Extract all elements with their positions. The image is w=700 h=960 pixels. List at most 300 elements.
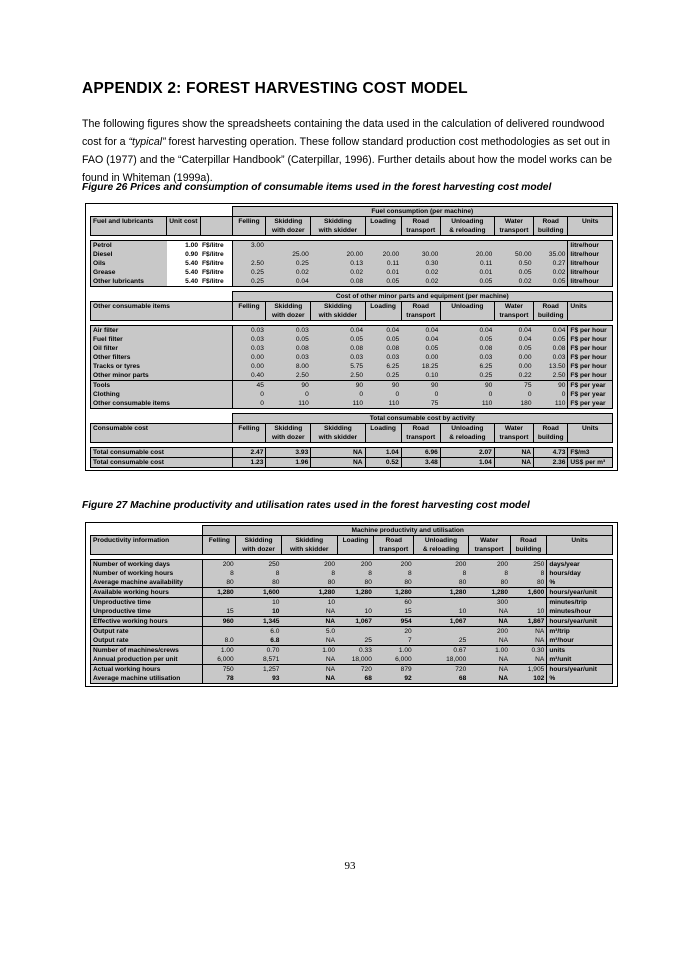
table-cell: NA (510, 627, 547, 637)
table-cell: 200 (414, 560, 469, 570)
blank-cell (91, 207, 233, 217)
table-cell: 8.0 (203, 636, 236, 646)
table-cell: NA (468, 636, 510, 646)
table-cell: 0 (401, 390, 440, 399)
column-header: Loading (365, 302, 401, 312)
column-header-sub (91, 226, 167, 236)
table-cell: 1,600 (510, 588, 547, 598)
table-cell: m³/trip (547, 627, 613, 637)
table-cell: 110 (266, 399, 311, 409)
column-header: Road (534, 424, 568, 434)
column-header: Water (494, 302, 533, 312)
table-cell: 1,280 (468, 588, 510, 598)
column-header-sub (91, 433, 233, 443)
table-row (91, 259, 613, 268)
table-cell: 1,600 (236, 588, 282, 598)
column-header: Unloading (440, 302, 494, 312)
table-cell (337, 627, 374, 637)
table-cell: 0.30 (510, 646, 547, 656)
table-row (91, 362, 613, 371)
table-row (91, 371, 613, 381)
table-cell: 1.04 (365, 448, 401, 458)
table-cell: NA (281, 674, 337, 684)
table-cell: 8 (414, 569, 469, 578)
table-cell: 2.50 (266, 371, 311, 381)
table-cell: 45 (232, 381, 266, 391)
table-cell: 1,257 (236, 665, 282, 675)
table-cell: 2.07 (440, 448, 494, 458)
column-header: Units (568, 302, 613, 312)
column-header-sub: with skidder (311, 226, 365, 236)
table-cell: m³/hour (547, 636, 613, 646)
table-cell: 8 (281, 569, 337, 578)
table-cell: 0.05 (311, 335, 365, 344)
table-cell: 1,067 (414, 617, 469, 627)
table-cell: 1.00 (374, 646, 414, 656)
table-cell: 3.00 (232, 241, 266, 251)
column-header: Felling (232, 302, 266, 312)
table-row (91, 458, 613, 468)
table-cell: F$/litre (202, 259, 224, 267)
table-cell: 1,345 (236, 617, 282, 627)
table-cell (510, 598, 547, 608)
header-row-2 (91, 311, 613, 321)
consumables-table (90, 206, 613, 468)
table-cell: 0.04 (401, 326, 440, 336)
table-cell: 6.96 (401, 448, 440, 458)
column-header: Loading (365, 217, 401, 227)
column-header-sub (547, 545, 613, 555)
table-cell: NA (468, 655, 510, 665)
column-header: Skidding (281, 536, 337, 546)
table-cell: 0.08 (365, 344, 401, 353)
table-cell: Average machine utilisation (91, 674, 203, 684)
table-cell: 15 (374, 607, 414, 617)
table-cell (440, 241, 494, 251)
table-cell: 2.47 (232, 448, 266, 458)
table-cell: 720 (414, 665, 469, 675)
column-header: Road (401, 302, 440, 312)
table-cell: 5.0 (281, 627, 337, 637)
column-header: Water (494, 217, 533, 227)
table-cell: 0.04 (365, 326, 401, 336)
table-cell: Other consumable items (91, 399, 233, 409)
column-header: Felling (232, 217, 266, 227)
table-row (91, 588, 613, 598)
table-cell: days/year (547, 560, 613, 570)
table-row (91, 353, 613, 362)
table-cell: 75 (401, 399, 440, 409)
column-header: Skidding (236, 536, 282, 546)
table-cell: 78 (203, 674, 236, 684)
column-header-sub (232, 433, 266, 443)
table-cell: 300 (468, 598, 510, 608)
intro-text-2: forest harvesting operation. These follow standard production cost methodologies as set out in FAO (1977) and the “Caterpillar Handbook” (Caterpillar, 1996). Further details about how the model works can be found in Whiteman (1999a). (82, 136, 612, 184)
column-header: Skidding (311, 217, 365, 227)
table-cell: 200 (468, 627, 510, 637)
table-cell: 68 (337, 674, 374, 684)
table-cell: NA (468, 674, 510, 684)
table-cell: hours/year/unit (547, 617, 613, 627)
table-cell: 0.05 (440, 277, 494, 287)
productivity-title: Machine productivity and utilisation (203, 526, 613, 536)
table-cell: litre/hour (568, 250, 613, 259)
column-header-sub: transport (494, 433, 533, 443)
table-row (91, 268, 613, 277)
table-cell: 1,280 (414, 588, 469, 598)
table-cell: 960 (203, 617, 236, 627)
column-header-sub: with dozer (266, 433, 311, 443)
table-cell: 0.03 (266, 353, 311, 362)
section-title-row (91, 292, 613, 302)
table-cell: 250 (510, 560, 547, 570)
table-cell: Other filters (91, 353, 233, 362)
table-cell: 0.04 (311, 326, 365, 336)
table-row (91, 627, 613, 637)
table-cell: minutes/trip (547, 598, 613, 608)
table-cell: NA (311, 448, 365, 458)
table-cell: 6.25 (440, 362, 494, 371)
table-cell: Effective working hours (91, 617, 203, 627)
table-row (91, 448, 613, 458)
column-header: Productivity information (91, 536, 203, 546)
table-cell: 0.05 (266, 335, 311, 344)
table-cell: NA (494, 448, 533, 458)
table-cell: 0 (494, 390, 533, 399)
table-row (91, 241, 613, 251)
table-cell: 92 (374, 674, 414, 684)
table-cell: 0.05 (365, 335, 401, 344)
column-header-sub: with skidder (311, 433, 365, 443)
table-cell: 0.04 (494, 335, 533, 344)
table-cell: 15 (203, 607, 236, 617)
table-cell: 80 (281, 578, 337, 588)
table-cell: 0.25 (266, 259, 311, 268)
table-cell: 75 (494, 381, 533, 391)
table-cell: F$/litre (202, 268, 224, 276)
table-cell: 18.25 (401, 362, 440, 371)
table-row (91, 646, 613, 656)
table-cell: Oils (91, 259, 167, 268)
table-cell: 8 (510, 569, 547, 578)
table-cell: F$/litre (200, 277, 232, 287)
table-cell: F$ per hour (568, 326, 613, 336)
table-cell: 200 (281, 560, 337, 570)
table-cell: 10 (236, 607, 282, 617)
table-cell: 0.02 (266, 268, 311, 277)
table-cell: 7 (374, 636, 414, 646)
table-cell: 0.70 (236, 646, 282, 656)
table-cell: 1,067 (337, 617, 374, 627)
page-number: 93 (344, 860, 356, 872)
table-cell: 0 (365, 390, 401, 399)
table-cell: Petrol (91, 241, 167, 251)
blank-cell (91, 414, 233, 424)
column-header-sub: transport (401, 433, 440, 443)
table-cell: 200 (468, 560, 510, 570)
table-cell: 0.04 (401, 335, 440, 344)
intro-typical: “typical” (128, 136, 166, 148)
table-cell: 3.48 (401, 458, 440, 468)
table-cell: Tools (91, 381, 233, 391)
productivity-table (90, 525, 613, 684)
table-cell: 110 (534, 399, 568, 409)
column-header: Skidding (266, 424, 311, 434)
figure-26-spreadsheet (85, 203, 618, 471)
table-cell: 102 (510, 674, 547, 684)
table-cell: Available working hours (91, 588, 203, 598)
column-header-sub (568, 226, 613, 236)
table-cell: Output rate (91, 636, 203, 646)
table-cell: NA (510, 655, 547, 665)
table-cell: NA (281, 636, 337, 646)
table-cell: 3.93 (266, 448, 311, 458)
table-cell: hours/year/unit (547, 665, 613, 675)
table-cell: NA (281, 665, 337, 675)
column-header: Units (568, 217, 613, 227)
table-cell: F$ per hour (568, 371, 613, 381)
table-cell: Total consumable cost (91, 458, 233, 468)
table-row (91, 326, 613, 336)
header-row (91, 302, 613, 312)
table-cell: Actual working hours (91, 665, 203, 675)
header-row (91, 536, 613, 546)
table-cell: Diesel (91, 250, 167, 259)
table-cell: 35.00 (534, 250, 568, 259)
column-header-sub (232, 226, 266, 236)
table-row (91, 674, 613, 684)
table-cell: 25 (337, 636, 374, 646)
table-cell: F$ per year (568, 390, 613, 399)
section-title-row (91, 414, 613, 424)
column-header-sub: transport (468, 545, 510, 555)
table-cell: 0.05 (401, 344, 440, 353)
table-cell: Other lubricants (91, 277, 167, 287)
table-cell: 20.00 (311, 250, 365, 259)
column-header: Felling (232, 424, 266, 434)
column-header (200, 217, 232, 227)
table-cell: 200 (337, 560, 374, 570)
table-cell: 0.90 (185, 250, 199, 258)
column-header: Skidding (266, 217, 311, 227)
table-cell: F$ per hour (568, 335, 613, 344)
table-cell: F$ per year (568, 381, 613, 391)
table-cell (401, 241, 440, 251)
table-cell: 0.03 (232, 344, 266, 353)
table-cell: % (547, 578, 613, 588)
table-cell: 0.08 (311, 344, 365, 353)
table-cell: 2.50 (311, 371, 365, 381)
table-cell: 8 (374, 569, 414, 578)
table-cell: 0.10 (401, 371, 440, 381)
column-header-sub: building (534, 311, 568, 321)
table-cell: NA (510, 636, 547, 646)
table-cell: NA (311, 458, 365, 468)
column-header-sub: transport (401, 311, 440, 321)
table-row (91, 277, 613, 287)
table-cell: F$/litre (202, 250, 224, 258)
column-header-sub (568, 311, 613, 321)
table-cell: 0.25 (365, 371, 401, 381)
table-cell: 0.50 (494, 259, 533, 268)
table-cell: 1.00 (167, 241, 200, 251)
table-cell: 0.08 (266, 344, 311, 353)
table-cell: 1.00 (203, 646, 236, 656)
column-header-sub (91, 311, 233, 321)
table-cell: 10 (236, 598, 282, 608)
column-header: Units (547, 536, 613, 546)
table-cell: % (547, 674, 613, 684)
column-header-sub: with dozer (266, 226, 311, 236)
header-row-2 (91, 226, 613, 236)
column-header-sub (365, 311, 401, 321)
column-header-sub: transport (494, 311, 533, 321)
table-cell: 2.50 (534, 371, 568, 381)
column-header: Water (494, 424, 533, 434)
table-cell: 0.02 (401, 268, 440, 277)
table-cell (337, 598, 374, 608)
table-cell: 90 (534, 381, 568, 391)
table-row (91, 598, 613, 608)
column-header-sub: & reloading (440, 226, 494, 236)
table-row (91, 381, 613, 391)
column-header: Road (534, 302, 568, 312)
table-cell: 0.04 (494, 326, 533, 336)
column-header: Road (510, 536, 547, 546)
table-cell: 180 (494, 399, 533, 409)
table-cell: 0.03 (311, 353, 365, 362)
table-cell: 90 (440, 381, 494, 391)
fuel-consumption-title: Fuel consumption (per machine) (232, 207, 612, 217)
column-header: Loading (365, 424, 401, 434)
table-cell: litre/hour (568, 268, 613, 277)
table-row (91, 636, 613, 646)
table-cell: 0 (440, 390, 494, 399)
column-header: Road (534, 217, 568, 227)
table-cell (203, 598, 236, 608)
table-cell: F$ per hour (568, 353, 613, 362)
table-cell: 0.30 (401, 259, 440, 268)
table-cell: US$ per m³ (568, 458, 613, 468)
table-row (91, 607, 613, 617)
column-header-sub: building (534, 226, 568, 236)
column-header: Felling (203, 536, 236, 546)
table-cell: 8 (236, 569, 282, 578)
column-header: Other consumable items (91, 302, 233, 312)
table-cell: 6,000 (374, 655, 414, 665)
table-cell: 0.25 (232, 277, 266, 287)
column-header: Road (374, 536, 414, 546)
table-row (91, 578, 613, 588)
table-cell: 18,000 (414, 655, 469, 665)
table-cell (534, 241, 568, 251)
column-header-sub: with skidder (281, 545, 337, 555)
table-cell: 954 (374, 617, 414, 627)
column-header: Unit cost (167, 217, 200, 227)
table-cell: Clothing (91, 390, 233, 399)
table-cell: 0 (232, 390, 266, 399)
table-cell: F$ per year (568, 399, 613, 409)
table-cell: F$ per hour (568, 344, 613, 353)
table-cell: 0.03 (232, 335, 266, 344)
table-cell: 0.08 (311, 277, 365, 287)
table-cell: 0 (232, 399, 266, 409)
table-cell (414, 598, 469, 608)
column-header-sub (440, 311, 494, 321)
table-cell (365, 241, 401, 251)
table-cell: F$/m3 (568, 448, 613, 458)
table-cell: 0.11 (365, 259, 401, 268)
table-cell: Tracks or tyres (91, 362, 233, 371)
header-row-2 (91, 545, 613, 555)
column-header-sub: & reloading (414, 545, 469, 555)
table-cell: minutes/hour (547, 607, 613, 617)
table-cell: 1,280 (374, 588, 414, 598)
table-cell: 60 (374, 598, 414, 608)
table-cell: hours/day (547, 569, 613, 578)
table-cell: 4.73 (534, 448, 568, 458)
table-cell: Unproductive time (91, 598, 203, 608)
table-row (91, 560, 613, 570)
table-cell: 8 (337, 569, 374, 578)
column-header-sub (91, 545, 203, 555)
blank-cell (91, 292, 233, 302)
column-header-sub (365, 433, 401, 443)
table-row (91, 655, 613, 665)
column-header-sub (365, 226, 401, 236)
table-cell: 5.40 (167, 277, 200, 287)
table-row (91, 390, 613, 399)
table-cell: 0.03 (266, 326, 311, 336)
table-cell: 0.67 (414, 646, 469, 656)
column-header-sub: with dozer (236, 545, 282, 555)
table-cell: Unproductive time (91, 607, 203, 617)
column-header-sub: transport (401, 226, 440, 236)
table-cell: 110 (440, 399, 494, 409)
table-cell: 0.02 (311, 268, 365, 277)
table-cell: Number of working days (91, 560, 203, 570)
table-cell: Number of working hours (91, 569, 203, 578)
column-header: Consumable cost (91, 424, 233, 434)
table-cell: 50.00 (494, 250, 533, 259)
table-cell: 8.00 (266, 362, 311, 371)
table-cell: Total consumable cost (91, 448, 233, 458)
table-cell: 0.00 (494, 353, 533, 362)
column-header-sub: with dozer (266, 311, 311, 321)
table-cell: 5.40 (185, 259, 199, 267)
column-header: Unloading (440, 217, 494, 227)
table-cell: 6,000 (203, 655, 236, 665)
table-cell: Grease (91, 268, 167, 277)
table-cell: 0.03 (534, 353, 568, 362)
table-cell: 1,867 (510, 617, 547, 627)
table-cell: 0.13 (311, 259, 365, 268)
table-cell: 90 (311, 381, 365, 391)
table-cell: NA (468, 617, 510, 627)
table-cell: 93 (236, 674, 282, 684)
table-cell: 0.40 (232, 371, 266, 381)
table-row (91, 250, 613, 259)
table-cell: NA (281, 655, 337, 665)
column-header-sub: transport (374, 545, 414, 555)
table-cell: 68 (414, 674, 469, 684)
table-cell: 2.50 (232, 259, 266, 268)
table-cell: 0.01 (440, 268, 494, 277)
table-cell: 0.05 (494, 268, 533, 277)
table-cell: 0.05 (440, 335, 494, 344)
table-cell: 0.02 (401, 277, 440, 287)
table-cell: 25 (414, 636, 469, 646)
